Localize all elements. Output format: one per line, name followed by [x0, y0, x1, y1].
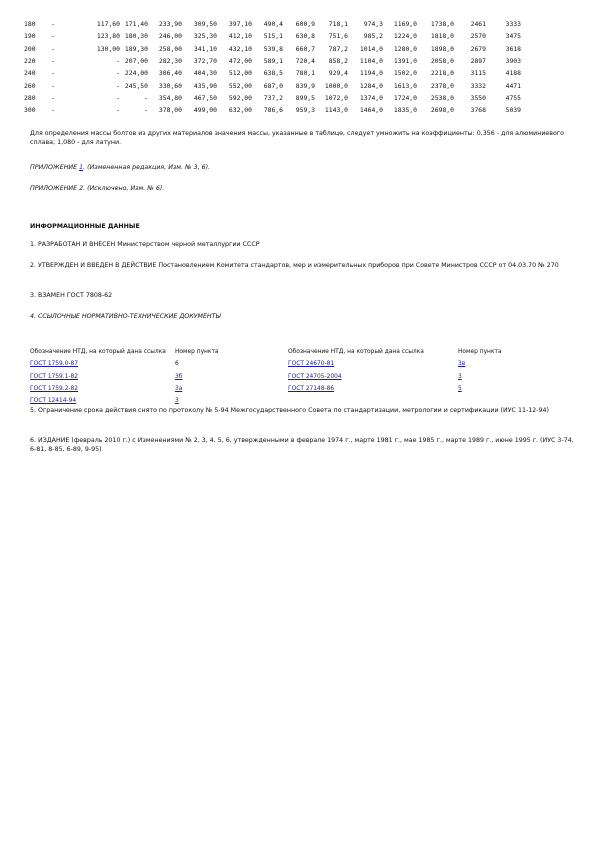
ref-doc-link[interactable]: ГОСТ 12414-94: [30, 398, 77, 405]
mass-value-cell: 3333: [505, 20, 521, 29]
mass-value-cell: 780,1: [295, 69, 315, 78]
row-length-cell: 260: [24, 81, 36, 90]
mass-value-cell: 589,1: [263, 57, 283, 66]
mass-value-cell: 130,00: [96, 44, 120, 53]
mass-value-cell: 397,10: [228, 20, 252, 29]
mass-value-cell: 4471: [505, 81, 521, 90]
ref-doc-link[interactable]: ГОСТ 24705-2004: [288, 373, 342, 380]
mass-value-cell: 432,10: [228, 44, 252, 53]
mass-value-cell: 1284,0: [359, 81, 383, 90]
mass-value-cell: 171,40: [124, 20, 148, 29]
mass-table-body: [24, 18, 521, 116]
mass-value-cell: 2058,0: [430, 57, 454, 66]
info-item-5: 5. Ограничение срока действия снято по протоколу № 5-94 Межгосударственного Совета по стандартизации, метрологии и сертификации (ИУС 11-12-94): [30, 407, 549, 414]
appendix-2-note: ПРИЛОЖЕНИЕ 2. (Исключено, Изм. № 6).: [30, 185, 165, 192]
mass-value-cell: 3768: [470, 106, 486, 115]
mass-value-cell: 1738,0: [430, 20, 454, 29]
mass-value-cell: 985,2: [363, 32, 383, 41]
bolt-mass-table: [24, 18, 521, 116]
mass-value-cell: 2698,0: [430, 106, 454, 115]
mass-value-cell: 512,00: [228, 69, 252, 78]
ref-item: 6: [175, 361, 179, 368]
mass-value-cell: 2378,0: [430, 81, 454, 90]
mass-value-cell: 2570: [470, 32, 486, 41]
info-item-3: 3. ВЗАМЕН ГОСТ 7808-62: [30, 292, 113, 299]
mass-value-cell: 1000,0: [324, 81, 348, 90]
mass-value-cell: -: [51, 81, 55, 90]
ref-doc-link[interactable]: ГОСТ 1759.0-87: [30, 361, 79, 368]
mass-value-cell: 1104,0: [359, 57, 383, 66]
ref-doc-link[interactable]: ГОСТ 27148-86: [288, 386, 335, 393]
mass-value-cell: 1898,0: [430, 44, 454, 53]
mass-value-cell: 687,0: [263, 81, 283, 90]
mass-value-cell: 1194,0: [359, 69, 383, 78]
mass-value-cell: 224,00: [124, 69, 148, 78]
mass-value-cell: 330,60: [158, 81, 182, 90]
row-length-cell: 240: [24, 69, 36, 78]
info-item-2: 2. УТВЕРЖДЕН И ВВЕДЕН В ДЕЙСТВИЕ Постановлением Комитета стандартов, мер и измерительных приборов при Совете Министров СССР от 04.03.70 № 270: [30, 262, 559, 269]
mass-value-cell: 233,90: [158, 20, 182, 29]
mass-value-cell: 1374,0: [359, 93, 383, 102]
mass-value-cell: 515,1: [263, 32, 283, 41]
mass-value-cell: 660,7: [295, 44, 315, 53]
mass-value-cell: 123,80: [96, 32, 120, 41]
mass-value-cell: -: [116, 69, 120, 78]
mass-table-row: [24, 43, 521, 55]
mass-value-cell: 1280,0: [393, 44, 417, 53]
mass-value-cell: 2897: [470, 57, 486, 66]
mass-value-cell: 1391,0: [393, 57, 417, 66]
mass-value-cell: 490,4: [263, 20, 283, 29]
info-item-6: 6. ИЗДАНИЕ (февраль 2010 г.) с Изменениями № 2, 3, 4, 5, 6, утвержденными в феврале 1974 г., марте 1981 г., мае 1985 г., марте 1989 г., июне 1995 г. (ИУС 3-74, 6-81, 8-85, 6-89, 9-95): [30, 437, 574, 453]
mass-value-cell: 1613,0: [393, 81, 417, 90]
mass-value-cell: 378,00: [158, 106, 182, 115]
ref-item-link[interactable]: 3: [458, 373, 462, 380]
mass-value-cell: 929,4: [328, 69, 348, 78]
ref-doc-header-left: Обозначение НТД, на который дана ссылка: [30, 349, 166, 356]
mass-value-cell: 787,2: [328, 44, 348, 53]
mass-value-cell: 959,3: [295, 106, 315, 115]
coefficient-note: Для определения массы болтов из других материалов значения массы, указанные в таблице, следует умножить на коэффициенты: 0,356 - для алюминиевого сплава; 1,080 - для латуни.: [30, 130, 565, 146]
mass-value-cell: 2679: [470, 44, 486, 53]
mass-value-cell: 3550: [470, 93, 486, 102]
mass-value-cell: 3332: [470, 81, 486, 90]
mass-table-row: [24, 67, 521, 79]
mass-value-cell: 2538,0: [430, 93, 454, 102]
ref-item-link[interactable]: 3в: [458, 361, 466, 368]
mass-value-cell: 282,30: [158, 57, 182, 66]
mass-value-cell: 4755: [505, 93, 521, 102]
mass-value-cell: 1014,0: [359, 44, 383, 53]
mass-value-cell: -: [51, 69, 55, 78]
mass-value-cell: -: [116, 81, 120, 90]
mass-table-row: [24, 55, 521, 67]
mass-value-cell: -: [116, 57, 120, 66]
ref-doc-link[interactable]: ГОСТ 1759.2-82: [30, 386, 79, 393]
appendix-1-note: [30, 163, 575, 172]
references-row: [30, 383, 548, 395]
ref-item-link[interactable]: 3: [175, 398, 179, 405]
mass-value-cell: 117,60: [96, 20, 120, 29]
mass-value-cell: 3903: [505, 57, 521, 66]
mass-value-cell: 638,5: [263, 69, 283, 78]
mass-value-cell: 899,5: [295, 93, 315, 102]
mass-value-cell: 1169,0: [393, 20, 417, 29]
mass-value-cell: 246,00: [158, 32, 182, 41]
mass-value-cell: 3618: [505, 44, 521, 53]
row-length-cell: 280: [24, 93, 36, 102]
mass-value-cell: 1143,0: [324, 106, 348, 115]
mass-value-cell: 325,30: [193, 32, 217, 41]
references-table: [30, 346, 548, 407]
mass-value-cell: -: [51, 20, 55, 29]
mass-value-cell: 245,50: [124, 81, 148, 90]
row-length-cell: 220: [24, 57, 36, 66]
mass-value-cell: -: [144, 106, 148, 115]
mass-value-cell: 1072,0: [324, 93, 348, 102]
mass-value-cell: 539,8: [263, 44, 283, 53]
row-length-cell: 180: [24, 20, 36, 29]
ref-item-link[interactable]: 3а: [175, 386, 183, 393]
mass-value-cell: 1464,0: [359, 106, 383, 115]
references-row: [30, 358, 548, 370]
mass-value-cell: 1224,0: [393, 32, 417, 41]
mass-value-cell: 207,00: [124, 57, 148, 66]
row-length-cell: 190: [24, 32, 36, 41]
mass-value-cell: 718,1: [328, 20, 348, 29]
references-row: [30, 371, 548, 383]
mass-value-cell: -: [116, 93, 120, 102]
mass-value-cell: 435,90: [193, 81, 217, 90]
info-item-1: 1. РАЗРАБОТАН И ВНЕСЕН Министерством черной металлургии СССР: [30, 241, 260, 248]
mass-table-row: [24, 30, 521, 42]
mass-value-cell: 1835,0: [393, 106, 417, 115]
mass-value-cell: 1724,0: [393, 93, 417, 102]
mass-value-cell: 467,50: [193, 93, 217, 102]
mass-value-cell: 404,30: [193, 69, 217, 78]
references-header-row: [30, 346, 548, 358]
mass-value-cell: 189,30: [124, 44, 148, 53]
mass-value-cell: 472,00: [228, 57, 252, 66]
mass-value-cell: 354,80: [158, 93, 182, 102]
mass-value-cell: 552,00: [228, 81, 252, 90]
mass-value-cell: 2218,0: [430, 69, 454, 78]
mass-table-row: [24, 79, 521, 91]
mass-value-cell: 499,00: [193, 106, 217, 115]
ref-item-header-right: Номер пункта: [458, 349, 502, 356]
mass-table-row: [24, 92, 521, 104]
mass-value-cell: 180,30: [124, 32, 148, 41]
mass-value-cell: -: [51, 106, 55, 115]
ref-doc-header-right: Обозначение НТД, на который дана ссылка: [288, 349, 424, 356]
mass-value-cell: 5039: [505, 106, 521, 115]
mass-value-cell: 412,10: [228, 32, 252, 41]
mass-value-cell: 839,9: [295, 81, 315, 90]
appendix-1-suffix: . (Измененная редакция, Изм. № 3, 6).: [83, 164, 211, 171]
mass-value-cell: -: [51, 44, 55, 53]
mass-value-cell: 372,70: [193, 57, 217, 66]
mass-value-cell: 720,4: [295, 57, 315, 66]
mass-value-cell: -: [51, 93, 55, 102]
info-item-4: 4. ССЫЛОЧНЫЕ НОРМАТИВНО-ТЕХНИЧЕСКИЕ ДОКУМЕНТЫ: [30, 313, 221, 320]
mass-value-cell: 737,2: [263, 93, 283, 102]
mass-value-cell: 630,8: [295, 32, 315, 41]
row-length-cell: 300: [24, 106, 36, 115]
mass-value-cell: 632,00: [228, 106, 252, 115]
mass-value-cell: 592,00: [228, 93, 252, 102]
appendix-1-prefix: ПРИЛОЖЕНИЕ: [30, 164, 80, 171]
mass-value-cell: 974,3: [363, 20, 383, 29]
mass-value-cell: 786,6: [263, 106, 283, 115]
mass-value-cell: -: [51, 32, 55, 41]
ref-item-header-left: Номер пункта: [175, 349, 219, 356]
mass-value-cell: 600,9: [295, 20, 315, 29]
mass-value-cell: 2461: [470, 20, 486, 29]
mass-value-cell: 258,00: [158, 44, 182, 53]
ref-item-link[interactable]: 5: [458, 386, 462, 393]
mass-value-cell: 858,2: [328, 57, 348, 66]
mass-value-cell: -: [144, 93, 148, 102]
mass-value-cell: 341,10: [193, 44, 217, 53]
mass-value-cell: 751,6: [328, 32, 348, 41]
row-length-cell: 200: [24, 44, 36, 53]
mass-value-cell: 309,50: [193, 20, 217, 29]
mass-value-cell: 1818,0: [430, 32, 454, 41]
info-heading: ИНФОРМАЦИОННЫЕ ДАННЫЕ: [30, 223, 140, 230]
mass-value-cell: 3475: [505, 32, 521, 41]
appendix-1-link[interactable]: 1: [79, 164, 84, 171]
mass-value-cell: 306,40: [158, 69, 182, 78]
mass-value-cell: -: [116, 106, 120, 115]
mass-table-row: [24, 18, 521, 30]
mass-value-cell: -: [51, 57, 55, 66]
mass-value-cell: 3115: [470, 69, 486, 78]
mass-table-row: [24, 104, 521, 116]
mass-value-cell: 1502,0: [393, 69, 417, 78]
ref-doc-link[interactable]: ГОСТ 24670-81: [288, 361, 335, 368]
mass-value-cell: 4188: [505, 69, 521, 78]
ref-item-link[interactable]: 3б: [175, 373, 183, 380]
ref-doc-link[interactable]: ГОСТ 1759.1-82: [30, 373, 79, 380]
